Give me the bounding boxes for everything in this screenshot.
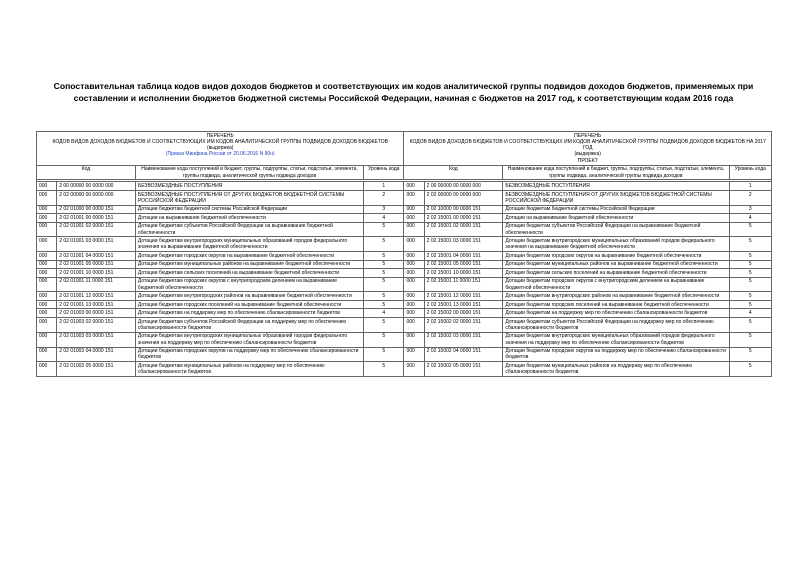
right-income-name-cell: Дотации бюджетам городских округов с внутригородским делением на выравнивание бюджетной обеспеченности bbox=[503, 277, 729, 292]
left-income-code-cell: 2 02 01003 04 0000 151 bbox=[57, 347, 136, 362]
right-code-level-cell: 5 bbox=[729, 277, 771, 292]
left-admin-code-cell: 000 bbox=[37, 292, 57, 300]
right-income-code-cell: 2 02 15002 03 0000 151 bbox=[424, 332, 503, 347]
right-income-code-cell: 2 02 15002 02 0000 151 bbox=[424, 317, 503, 332]
left-income-name-cell: Дотации бюджетам городских округов на выравнивание бюджетной обеспеченности bbox=[135, 252, 363, 260]
left-level-column-header: Уровень кода bbox=[364, 165, 404, 180]
right-income-name-cell: Дотации бюджетам городских поселений на выравнивание бюджетной обеспеченности bbox=[503, 300, 729, 308]
right-income-name-cell: БЕЗВОЗМЕЗДНЫЕ ПОСТУПЛЕНИЯ ОТ ДРУГИХ БЮДЖЕТОВ БЮДЖЕТНОЙ СИСТЕМЫ РОССИЙСКОЙ ФЕДЕРАЦИИ bbox=[503, 190, 729, 205]
left-admin-code-cell: 000 bbox=[37, 182, 57, 190]
left-income-name-cell: Дотации бюджетам субъектов Российской Федерации на поддержку мер по обеспечению сбалансированности бюджетов bbox=[135, 317, 363, 332]
left-income-code-cell: 2 02 01001 13 0000 151 bbox=[57, 300, 136, 308]
left-income-name-cell: Дотации бюджетам муниципальных районов на выравнивание бюджетной обеспеченности bbox=[135, 260, 363, 268]
right-admin-code-cell: 000 bbox=[404, 205, 424, 213]
right-admin-code-cell: 000 bbox=[404, 252, 424, 260]
table-row bbox=[37, 237, 772, 252]
right-code-level-cell: 5 bbox=[729, 332, 771, 347]
left-code-level-cell: 3 bbox=[364, 205, 404, 213]
right-income-code-cell: 2 02 15001 13 0000 151 bbox=[424, 300, 503, 308]
right-income-code-cell: 2 02 15001 00 0000 151 bbox=[424, 214, 503, 222]
comparison-table bbox=[36, 131, 772, 377]
right-income-code-cell: 2 02 15001 02 0000 151 bbox=[424, 222, 503, 237]
left-admin-code-cell: 000 bbox=[37, 214, 57, 222]
left-code-level-cell: 4 bbox=[364, 214, 404, 222]
table-row bbox=[37, 182, 772, 190]
left-income-code-cell: 2 02 00000 00 0000 000 bbox=[57, 190, 136, 205]
table-body bbox=[37, 182, 772, 377]
right-list-header bbox=[404, 132, 772, 166]
right-income-name-cell: Дотации бюджетам сельских поселений на выравнивание бюджетной обеспеченности bbox=[503, 269, 729, 277]
table-row bbox=[37, 362, 772, 377]
right-admin-code-cell: 000 bbox=[404, 237, 424, 252]
left-name-column-header: Наименование кода поступлений в бюджет, группы, подгруппы, статьи, подстатьи, элемента, группы подвида, аналитической группы подвида доходов bbox=[135, 165, 363, 180]
right-income-code-cell: 2 02 15001 03 0000 151 bbox=[424, 237, 503, 252]
left-code-level-cell: 5 bbox=[364, 332, 404, 347]
left-income-code-cell: 2 02 01001 00 0000 151 bbox=[57, 214, 136, 222]
left-income-code-cell: 2 02 01001 04 0000 151 bbox=[57, 252, 136, 260]
right-income-name-cell: Дотации бюджетам субъектов Российской Федерации на поддержку мер по обеспечению сбалансированности бюджетов bbox=[503, 317, 729, 332]
table-row bbox=[37, 332, 772, 347]
left-income-code-cell: 2 00 00000 00 0000 000 bbox=[57, 182, 136, 190]
left-income-name-cell: Дотации бюджетам внутригородских муниципальных образований городов федерального значения на выравнивание бюджетной обеспеченности bbox=[135, 237, 363, 252]
right-admin-code-cell: 000 bbox=[404, 269, 424, 277]
left-admin-code-cell: 000 bbox=[37, 277, 57, 292]
right-admin-code-cell: 000 bbox=[404, 362, 424, 377]
table-row bbox=[37, 269, 772, 277]
left-code-level-cell: 5 bbox=[364, 347, 404, 362]
right-code-level-cell: 5 bbox=[729, 222, 771, 237]
left-income-code-cell: 2 02 01000 00 0000 151 bbox=[57, 205, 136, 213]
right-code-level-cell: 3 bbox=[729, 205, 771, 213]
left-code-level-cell: 5 bbox=[364, 222, 404, 237]
right-admin-code-cell: 000 bbox=[404, 277, 424, 292]
right-admin-code-cell: 000 bbox=[404, 332, 424, 347]
table-row bbox=[37, 260, 772, 268]
right-code-level-cell: 5 bbox=[729, 362, 771, 377]
left-income-name-cell: Дотации бюджетам внутригородских муниципальных образований городов федерального значения на поддержку мер по обеспечению сбалансированности бюджетов bbox=[135, 332, 363, 347]
left-code-level-cell: 5 bbox=[364, 300, 404, 308]
left-admin-code-cell: 000 bbox=[37, 237, 57, 252]
right-code-level-cell: 5 bbox=[729, 292, 771, 300]
left-income-code-cell: 2 02 01003 02 0000 151 bbox=[57, 317, 136, 332]
right-list-title: ПЕРЕЧЕНЬ bbox=[574, 132, 602, 139]
right-code-level-cell: 5 bbox=[729, 237, 771, 252]
left-income-name-cell: Дотации бюджетам на поддержку мер по обеспечению сбалансированности бюджетов bbox=[135, 309, 363, 317]
right-income-code-cell: 2 00 00000 00 0000 000 bbox=[424, 182, 503, 190]
left-income-name-cell: БЕЗВОЗМЕЗДНЫЕ ПОСТУПЛЕНИЯ bbox=[135, 182, 363, 190]
left-code-level-cell: 2 bbox=[364, 190, 404, 205]
left-income-name-cell: Дотации бюджетам городских поселений на выравнивание бюджетной обеспеченности bbox=[135, 300, 363, 308]
right-income-name-cell: Дотации бюджетам внутригородских районов на выравнивание бюджетной обеспеченности bbox=[503, 292, 729, 300]
right-admin-code-cell: 000 bbox=[404, 260, 424, 268]
right-income-code-cell: 2 02 15001 05 0000 151 bbox=[424, 260, 503, 268]
right-income-code-cell: 2 02 00000 00 0000 000 bbox=[424, 190, 503, 205]
right-income-name-cell: Дотации бюджетам внутригородских муниципальных образований городов федерального значения на поддержку мер по обеспечению сбалансированности бюджетов bbox=[503, 332, 729, 347]
right-income-name-cell: Дотации на выравнивание бюджетной обеспеченности bbox=[503, 214, 729, 222]
left-admin-code-cell: 000 bbox=[37, 317, 57, 332]
left-admin-code-cell: 000 bbox=[37, 300, 57, 308]
right-list-draft-label: ПРОЕКТ bbox=[577, 157, 598, 164]
left-income-name-cell: Дотации на выравнивание бюджетной обеспеченности bbox=[135, 214, 363, 222]
left-code-level-cell: 5 bbox=[364, 317, 404, 332]
table-row bbox=[37, 190, 772, 205]
left-income-code-cell: 2 02 01003 03 0000 151 bbox=[57, 332, 136, 347]
right-income-code-cell: 2 02 10000 00 0000 151 bbox=[424, 205, 503, 213]
table-row bbox=[37, 214, 772, 222]
left-list-header bbox=[37, 132, 404, 166]
table-row bbox=[37, 277, 772, 292]
right-income-code-cell: 2 02 15001 10 0000 151 bbox=[424, 269, 503, 277]
right-list-subtitle: КОДОВ ВИДОВ ДОХОДОВ БЮДЖЕТОВ И СООТВЕТСТВУЮЩИХ ИМ КОДОВ АНАЛИТИЧЕСКОЙ ГРУППЫ ПОДВИДОВ ДОХОДОВ БЮДЖЕТОВ НА 2017 ГОД bbox=[409, 138, 766, 152]
right-code-level-cell: 5 bbox=[729, 347, 771, 362]
left-code-level-cell: 5 bbox=[364, 260, 404, 268]
table-row bbox=[37, 347, 772, 362]
right-income-name-cell: Дотации бюджетам бюджетной системы Российской Федерации bbox=[503, 205, 729, 213]
left-list-order-link[interactable]: (Приказ Минфина России от 20.06.2016 N 90н) bbox=[165, 151, 275, 158]
left-code-level-cell: 5 bbox=[364, 277, 404, 292]
right-code-level-cell: 5 bbox=[729, 300, 771, 308]
right-code-column-header: Код bbox=[404, 165, 503, 180]
left-income-code-cell: 2 02 01001 03 0000 151 bbox=[57, 237, 136, 252]
right-admin-code-cell: 000 bbox=[404, 214, 424, 222]
right-income-name-cell: Дотации бюджетам субъектов Российской Федерации на выравнивание бюджетной обеспеченности bbox=[503, 222, 729, 237]
left-income-name-cell: Дотации бюджетам субъектов Российской Федерации на выравнивание бюджетной обеспеченности bbox=[135, 222, 363, 237]
left-code-column-header: Код bbox=[37, 165, 136, 180]
right-income-code-cell: 2 02 15001 04 0000 151 bbox=[424, 252, 503, 260]
left-admin-code-cell: 000 bbox=[37, 222, 57, 237]
left-code-level-cell: 5 bbox=[364, 237, 404, 252]
document-title: Сопоставительная таблица кодов видов доходов бюджетов и соответствующих им кодов аналитической группы подвидов доходов бюджетов, применяемых при составлении и исполнении бюджетов бюджетной системы Российской Федерации, начиная с бюджетов на 2017 год, к соответствующим кодам 2016 года bbox=[53, 81, 754, 103]
right-income-code-cell: 2 02 15001 11 0000 151 bbox=[424, 277, 503, 292]
left-list-excerpt-note: (выдержка) bbox=[206, 145, 234, 152]
right-income-name-cell: Дотации бюджетам муниципальных районов на поддержку мер по обеспечению сбалансированности бюджетов bbox=[503, 362, 729, 377]
right-admin-code-cell: 000 bbox=[404, 190, 424, 205]
right-income-name-cell: Дотации бюджетам городских округов на поддержку мер по обеспечению сбалансированности бюджетов bbox=[503, 347, 729, 362]
left-code-level-cell: 5 bbox=[364, 252, 404, 260]
left-list-title: ПЕРЕЧЕНЬ bbox=[206, 132, 234, 139]
right-admin-code-cell: 000 bbox=[404, 292, 424, 300]
left-income-name-cell: Дотации бюджетам муниципальных районов на поддержку мер по обеспечению сбалансированности бюджетов bbox=[135, 362, 363, 377]
left-admin-code-cell: 000 bbox=[37, 252, 57, 260]
left-admin-code-cell: 000 bbox=[37, 269, 57, 277]
left-income-code-cell: 2 02 01001 05 0000 151 bbox=[57, 260, 136, 268]
left-list-subtitle: КОДОВ ВИДОВ ДОХОДОВ БЮДЖЕТОВ И СООТВЕТСТВУЮЩИХ ИМ КОДОВ АНАЛИТИЧЕСКОЙ ГРУППЫ ПОДВИДОВ ДОХОДОВ БЮДЖЕТОВ bbox=[52, 138, 388, 145]
left-income-code-cell: 2 02 01001 11 0000 151 bbox=[57, 277, 136, 292]
right-income-code-cell: 2 02 15001 12 0000 151 bbox=[424, 292, 503, 300]
left-income-code-cell: 2 02 01003 05 0000 151 bbox=[57, 362, 136, 377]
left-admin-code-cell: 000 bbox=[37, 190, 57, 205]
right-admin-code-cell: 000 bbox=[404, 222, 424, 237]
right-list-excerpt-note: (выдержка) bbox=[574, 151, 601, 158]
table-row bbox=[37, 317, 772, 332]
left-admin-code-cell: 000 bbox=[37, 260, 57, 268]
left-admin-code-cell: 000 bbox=[37, 362, 57, 377]
right-code-level-cell: 4 bbox=[729, 309, 771, 317]
right-admin-code-cell: 000 bbox=[404, 309, 424, 317]
right-admin-code-cell: 000 bbox=[404, 347, 424, 362]
left-income-code-cell: 2 02 01001 02 0000 151 bbox=[57, 222, 136, 237]
left-code-level-cell: 4 bbox=[364, 309, 404, 317]
right-admin-code-cell: 000 bbox=[404, 317, 424, 332]
left-income-name-cell: Дотации бюджетам внутригородских районов на выравнивание бюджетной обеспеченности bbox=[135, 292, 363, 300]
left-code-level-cell: 1 bbox=[364, 182, 404, 190]
table-row bbox=[37, 222, 772, 237]
left-income-name-cell: БЕЗВОЗМЕЗДНЫЕ ПОСТУПЛЕНИЯ ОТ ДРУГИХ БЮДЖЕТОВ БЮДЖЕТНОЙ СИСТЕМЫ РОССИЙСКОЙ ФЕДЕРАЦИИ bbox=[135, 190, 363, 205]
left-income-code-cell: 2 02 01001 12 0000 151 bbox=[57, 292, 136, 300]
right-income-code-cell: 2 02 15002 00 0000 151 bbox=[424, 309, 503, 317]
left-admin-code-cell: 000 bbox=[37, 332, 57, 347]
left-income-name-cell: Дотации бюджетам бюджетной системы Российской Федерации bbox=[135, 205, 363, 213]
left-admin-code-cell: 000 bbox=[37, 309, 57, 317]
table-row bbox=[37, 300, 772, 308]
right-code-level-cell: 2 bbox=[729, 190, 771, 205]
table-row bbox=[37, 205, 772, 213]
left-income-name-cell: Дотации бюджетам городских округов с внутригородским делением на выравнивание бюджетной обеспеченности bbox=[135, 277, 363, 292]
left-code-level-cell: 5 bbox=[364, 269, 404, 277]
left-income-name-cell: Дотации бюджетам городских округов на поддержку мер по обеспечению сбалансированности бюджетов bbox=[135, 347, 363, 362]
left-income-code-cell: 2 02 01003 00 0000 151 bbox=[57, 309, 136, 317]
right-income-name-cell: Дотации бюджетам на поддержку мер по обеспечению сбалансированности бюджетов bbox=[503, 309, 729, 317]
table-row bbox=[37, 309, 772, 317]
right-code-level-cell: 4 bbox=[729, 214, 771, 222]
left-admin-code-cell: 000 bbox=[37, 347, 57, 362]
right-name-column-header: Наименование кода поступлений в бюджет, группы, подгруппы, статьи, подстатьи, элемента, группы подвида, аналитической группы подвида доходов bbox=[503, 165, 729, 180]
right-income-name-cell: Дотации бюджетам городских округов на выравнивание бюджетной обеспеченности bbox=[503, 252, 729, 260]
right-level-column-header: Уровень кода bbox=[729, 165, 771, 180]
right-income-code-cell: 2 02 15002 05 0000 151 bbox=[424, 362, 503, 377]
right-code-level-cell: 5 bbox=[729, 317, 771, 332]
right-code-level-cell: 5 bbox=[729, 260, 771, 268]
left-code-level-cell: 5 bbox=[364, 362, 404, 377]
left-code-level-cell: 5 bbox=[364, 292, 404, 300]
left-income-code-cell: 2 02 01001 10 0000 151 bbox=[57, 269, 136, 277]
right-code-level-cell: 5 bbox=[729, 269, 771, 277]
right-admin-code-cell: 000 bbox=[404, 182, 424, 190]
right-income-code-cell: 2 02 15002 04 0000 151 bbox=[424, 347, 503, 362]
left-admin-code-cell: 000 bbox=[37, 205, 57, 213]
right-code-level-cell: 1 bbox=[729, 182, 771, 190]
table-row bbox=[37, 252, 772, 260]
right-income-name-cell: Дотации бюджетам внутригородских муниципальных образований городов федерального значения на выравнивание бюджетной обеспеченности bbox=[503, 237, 729, 252]
table-row bbox=[37, 292, 772, 300]
left-income-name-cell: Дотации бюджетам сельских поселений на выравнивание бюджетной обеспеченности bbox=[135, 269, 363, 277]
right-income-name-cell: БЕЗВОЗМЕЗДНЫЕ ПОСТУПЛЕНИЯ bbox=[503, 182, 729, 190]
right-code-level-cell: 5 bbox=[729, 252, 771, 260]
right-income-name-cell: Дотации бюджетам муниципальных районов на выравнивание бюджетной обеспеченности bbox=[503, 260, 729, 268]
right-admin-code-cell: 000 bbox=[404, 300, 424, 308]
